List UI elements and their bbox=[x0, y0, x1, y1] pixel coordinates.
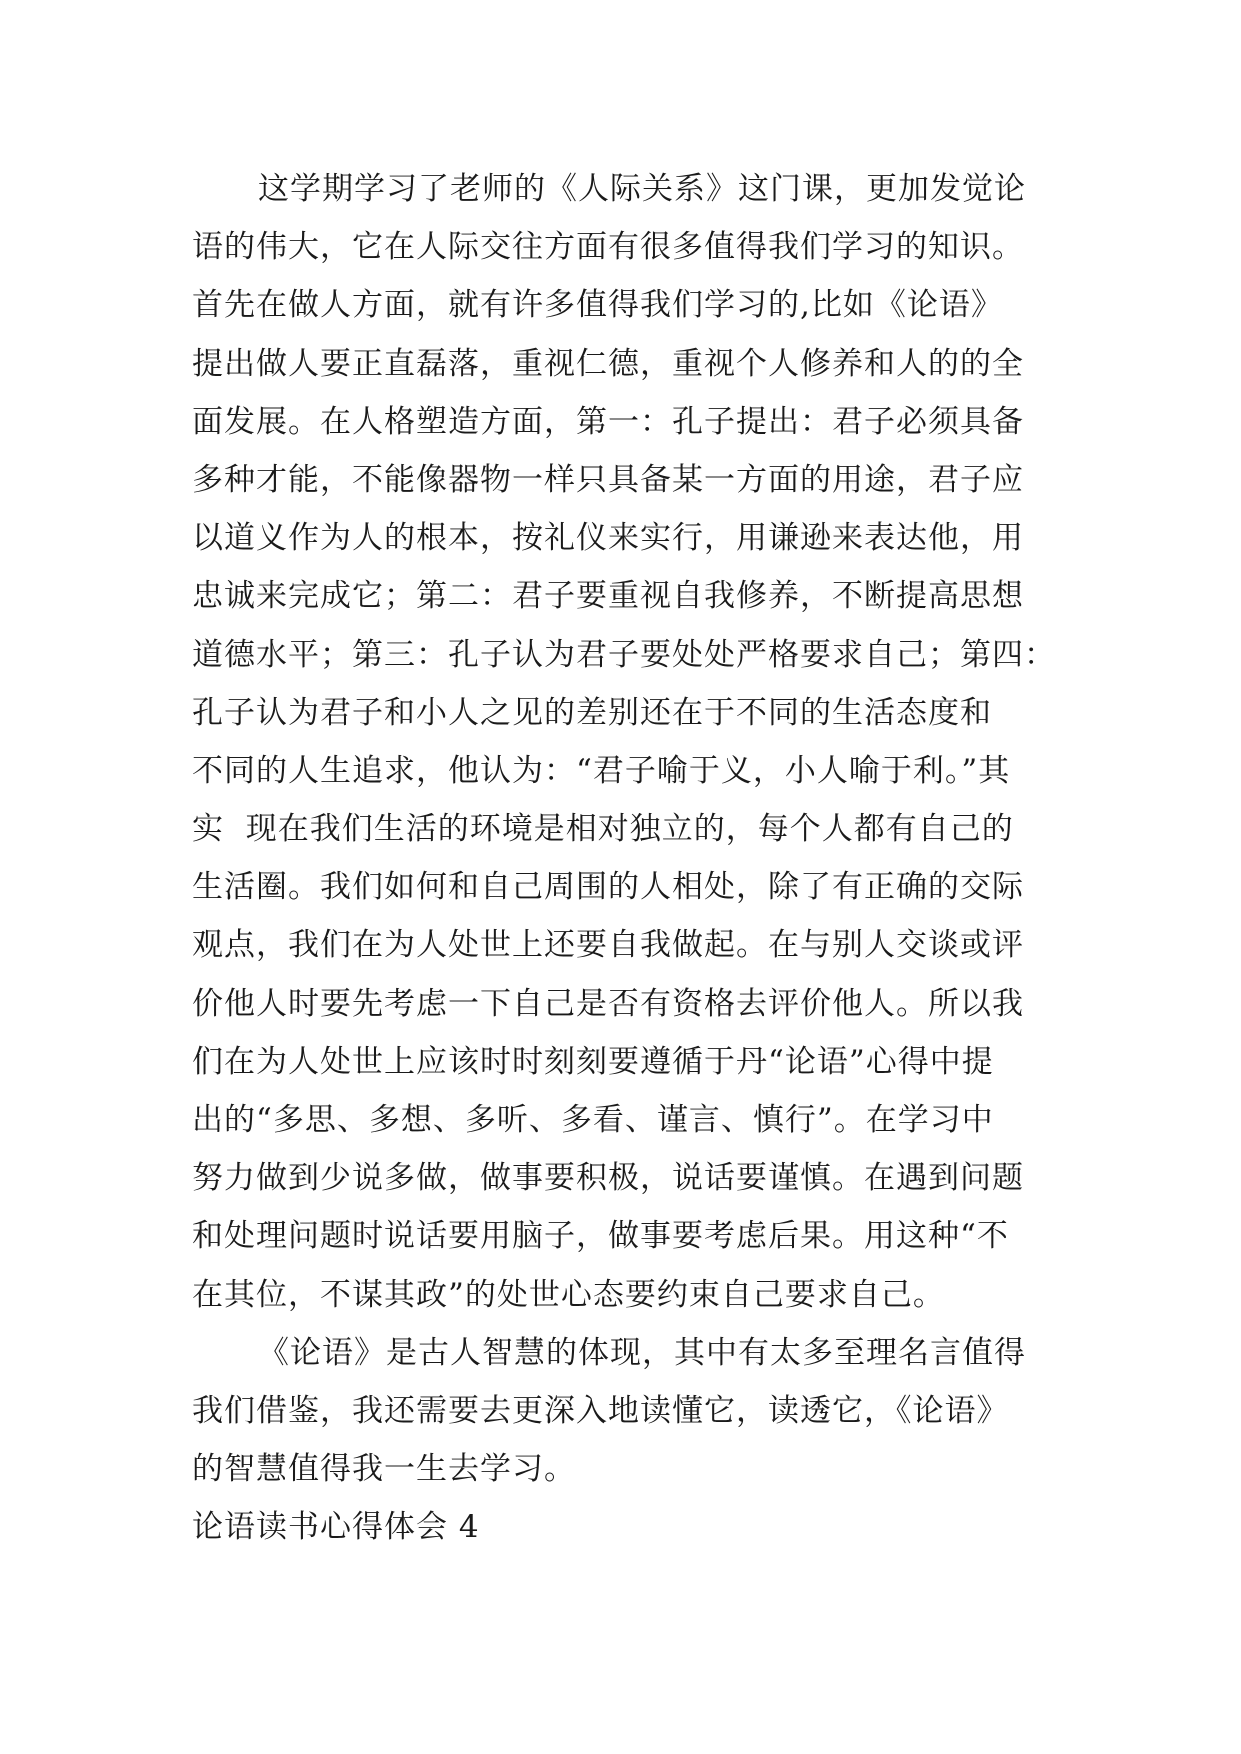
paragraph-line: 实 现在我们生活的环境是相对独立的，每个人都有自己的 bbox=[192, 811, 1014, 848]
paragraph-line: 以道义作为人的根本，按礼仪来实行，用谦逊来表达他，用 bbox=[192, 520, 1024, 557]
paragraph-line: 孔子认为君子和小人之见的差别还在于不同的生活态度和 bbox=[192, 694, 992, 731]
paragraph-line: 多种才能，不能像器物一样只具备某一方面的用途，君子应 bbox=[192, 461, 1024, 498]
section-heading: 论语读书心得体会 4 bbox=[192, 1509, 480, 1546]
paragraph-line: 生活圈。我们如何和自己周围的人相处，除了有正确的交际 bbox=[192, 869, 1024, 906]
paragraph-line: 观点，我们在为人处世上还要自我做起。在与别人交谈或评 bbox=[192, 927, 1024, 964]
document-body bbox=[192, 160, 1062, 1557]
paragraph-line: 忠诚来完成它；第二：君子要重视自我修养，不断提高思想 bbox=[192, 578, 1024, 615]
paragraph-line: 《论语》是古人智慧的体现，其中有太多至理名言值得 bbox=[258, 1334, 1026, 1371]
paragraph-line: 和处理问题时说话要用脑子，做事要考虑后果。用这种“不 bbox=[192, 1218, 1009, 1255]
paragraph-line: 的智慧值得我一生去学习。 bbox=[192, 1451, 576, 1488]
paragraph-line: 出的“多思、多想、多听、多看、谨言、慎行”。在学习中 bbox=[192, 1102, 994, 1138]
paragraph-line: 价他人时要先考虑一下自己是否有资格去评价他人。所以我 bbox=[192, 985, 1024, 1022]
paragraph-1 bbox=[192, 160, 1062, 1324]
paragraph-line: 道德水平；第三：孔子认为君子要处处严格要求自己；第四： bbox=[192, 636, 1056, 673]
paragraph-line: 面发展。在人格塑造方面，第一：孔子提出：君子必须具备 bbox=[192, 403, 1024, 440]
paragraph-2 bbox=[192, 1324, 1062, 1499]
paragraph-line: 这学期学习了老师的《人际关系》这门课，更加发觉论 bbox=[258, 171, 1026, 207]
paragraph-line: 在其位，不谋其政”的处世心态要约束自己要求自己。 bbox=[192, 1276, 945, 1313]
paragraph-line: 提出做人要正直磊落，重视仁德，重视个人修养和人的的全 bbox=[192, 345, 1024, 382]
paragraph-line: 们在为人处世上应该时时刻刻要遵循于丹“论语”心得中提 bbox=[192, 1043, 994, 1080]
paragraph-line: 语的伟大，它在人际交往方面有很多值得我们学习的知识。 bbox=[192, 229, 1024, 266]
paragraph-line: 努力做到少说多做，做事要积极，说话要谨慎。在遇到问题 bbox=[192, 1160, 1024, 1197]
paragraph-line: 不同的人生追求，他认为：“君子喻于义，小人喻于利。”其 bbox=[192, 752, 1011, 789]
paragraph-line: 首先在做人方面，就有许多值得我们学习的,比如《论语》 bbox=[192, 287, 1003, 324]
paragraph-line: 我们借鉴，我还需要去更深入地读懂它，读透它，《论语》 bbox=[192, 1392, 1009, 1429]
